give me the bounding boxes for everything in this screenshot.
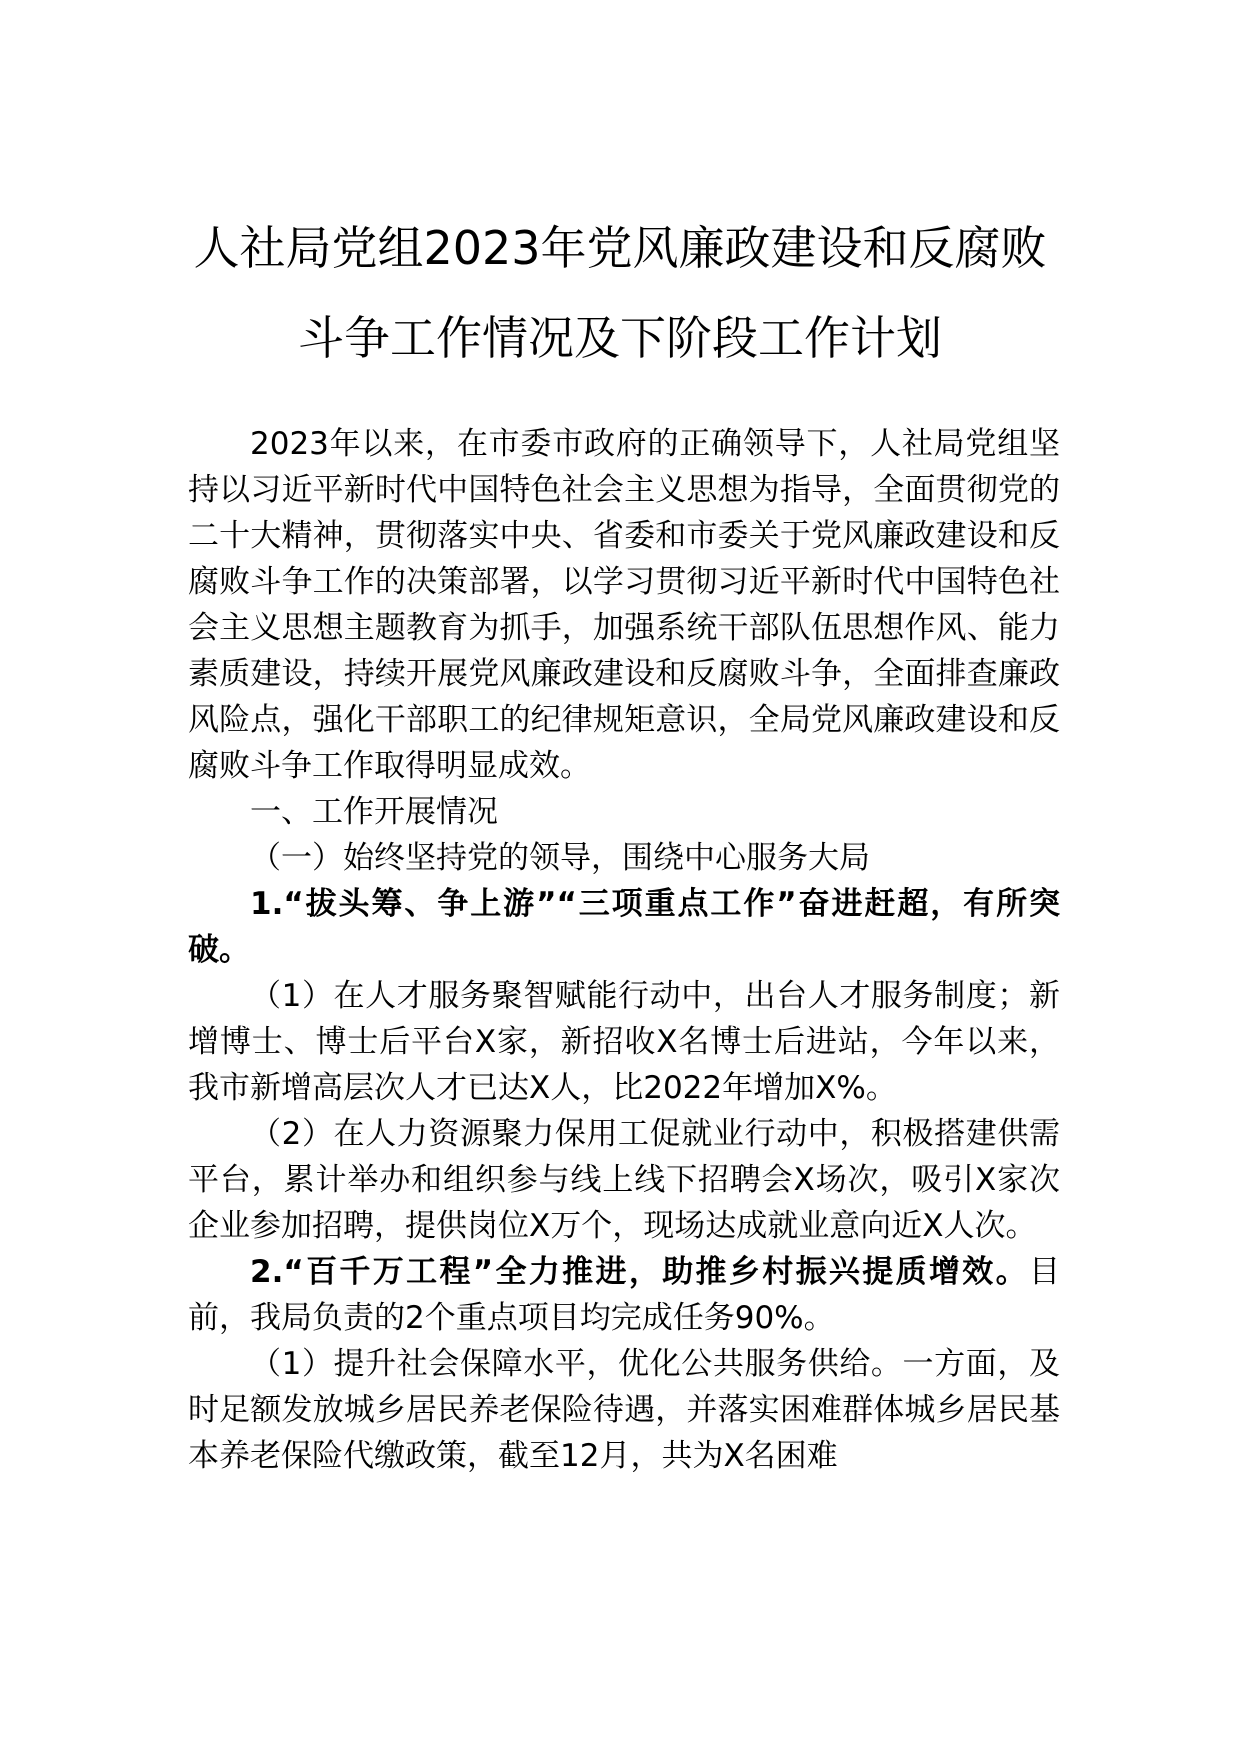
paragraph-item-1-1: （1）在人才服务聚智赋能行动中，出台人才服务制度；新增博士、博士后平台X家，新招收X名博士后进站，今年以来，我市新增高层次人才已达X人，比2022年增加X%。 [188,978,1060,1106]
item-heading-1: 1.“拔头筹、争上游”“三项重点工作”奋进赶超，有所突破。 [188,886,1060,968]
document-title-line-1: 人社局党组2023年党风廉政建设和反腐败 [193,221,1047,275]
subsection-heading: （一）始终坚持党的领导，围绕中心服务大局 [250,840,870,876]
section-heading: 一、工作开展情况 [250,794,498,830]
paragraph-item-2-1: （1）提升社会保障水平，优化公共服务供给。一方面，及时足额发放城乡居民养老保险待遇，并落实困难群体城乡居民基本养老保险代缴政策，截至12月，共为X名困难 [188,1346,1060,1474]
paragraph-item-1-2: （2）在人力资源聚力保用工促就业行动中，积极搭建供需平台，累计举办和组织参与线上线下招聘会X场次，吸引X家次企业参加招聘，提供岗位X万个，现场达成就业意向近X人次。 [188,1116,1060,1244]
document-title-line-2: 斗争工作情况及下阶段工作计划 [298,311,942,365]
paragraph-intro: 2023年以来，在市委市政府的正确领导下，人社局党组坚持以习近平新时代中国特色社会主义思想为指导，全面贯彻党的二十大精神，贯彻落实中央、省委和市委关于党风廉政建设和反腐败斗争工作的决策部署，以学习贯彻习近平新时代中国特色社会主义思想主题教育为抓手，加强系统干部队伍思想作风、能力素质建设，持续开展党风廉政建设和反腐败斗争，全面排查廉政风险点，强化干部职工的纪律规矩意识，全局党风廉政建设和反腐败斗争工作取得明显成效。 [188,426,1060,784]
paragraph-item-2 [188,1249,1060,1341]
document-body [188,421,1060,1479]
item-heading-2: 2.“百千万工程”全力推进，助推乡村振兴提质增效。 [250,1254,1029,1290]
item-2-text: 目前，我局负责的2个重点项目均完成任务90%。 [188,1254,1060,1336]
